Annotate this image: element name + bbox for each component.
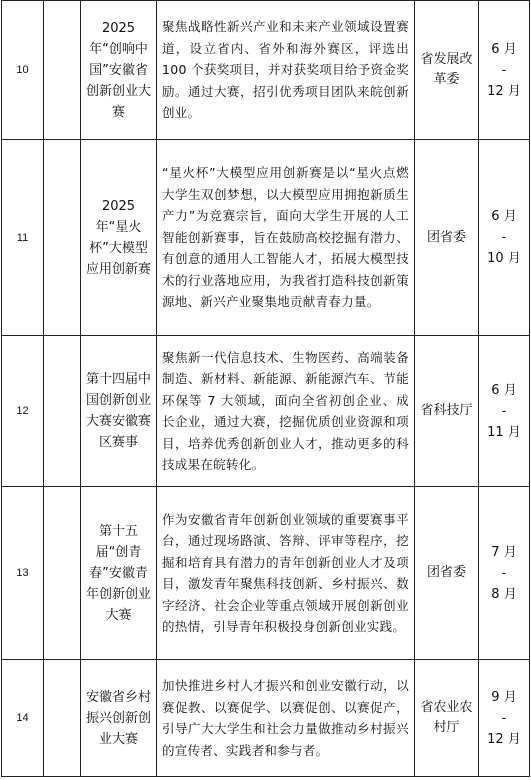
blank-cell (44, 1, 81, 140)
blank-cell (44, 336, 81, 487)
row-number: 10 (2, 1, 44, 140)
row-number: 12 (2, 336, 44, 487)
row-number: 13 (2, 487, 44, 660)
schedule-start: 7 月 (491, 544, 517, 560)
organizer: 团省委 (415, 140, 479, 336)
competition-name: 2025 年“创响中国”安徽省创新创业大赛 (81, 1, 157, 140)
schedule-end: 10 月 (487, 251, 521, 266)
schedule (479, 140, 530, 336)
competition-description: 加快推进乡村人才振兴和创业安徽行动，以赛促教、以赛促学、以赛促创、以赛促产，引导广大大学生和社会力量做推动乡村振兴的宣传者、实践者和参与者。 (157, 660, 415, 777)
blank-cell (44, 487, 81, 660)
competition-name: 安徽省乡村振兴创新创业大赛 (81, 660, 157, 777)
schedule-end: 8 月 (491, 586, 517, 602)
blank-cell (44, 660, 81, 777)
competition-description: 聚焦战略性新兴产业和未来产业领域设置赛道，设立省内、省外和海外赛区，评选出 100 个获奖项目，并对获奖项目给予资金奖励。通过大赛，招引优秀项目团队来皖创新创业。 (157, 1, 415, 140)
organizer: 省科技厅 (415, 336, 479, 487)
table-row (2, 660, 530, 777)
schedule-separator: - (501, 230, 507, 245)
schedule-start: 6 月 (491, 382, 517, 398)
organizer: 团省委 (415, 487, 479, 660)
table-row (2, 1, 530, 140)
schedule (479, 1, 530, 140)
schedule-end: 12 月 (487, 731, 521, 747)
schedule-start: 6 月 (491, 41, 517, 57)
schedule (479, 336, 530, 487)
schedule-separator: - (501, 62, 507, 78)
schedule (479, 660, 530, 777)
competition-description: 聚焦新一代信息技术、生物医药、高端装备制造、新材料、新能源、新能源汽车、节能环保等 7 大领域，面向全省初创企业、成长企业，通过大赛，挖掘优质创业资源和项目，培养优秀创新创业人才，推动更多的科技成果在皖转化。 (157, 336, 415, 487)
table-row (2, 140, 530, 336)
schedule-separator: - (501, 403, 507, 419)
competition-table (1, 0, 530, 777)
schedule-separator: - (501, 710, 507, 726)
schedule-end: 11 月 (487, 424, 521, 440)
schedule-end: 12 月 (487, 83, 521, 99)
table-row (2, 336, 530, 487)
organizer: 省发展改革委 (415, 1, 479, 140)
competition-name: 第十四届中国创新创业大赛安徽赛区赛事 (81, 336, 157, 487)
organizer: 省农业农村厅 (415, 660, 479, 777)
schedule (479, 487, 530, 660)
schedule-start: 6 月 (491, 209, 517, 224)
competition-name: 第十五届“创青春”安徽青年创新创业大赛 (81, 487, 157, 660)
competition-description: “星火杯”大模型应用创新赛是以“星火点燃大学生双创梦想，以大模型应用拥抱新质生产力”为竞赛宗旨，面向大学生开展的人工智能创新赛事，旨在鼓励高校挖掘有潜力、有创意的通用人工智能人才，拓展大模型技术的行业落地应用，为我省打造科技创新策源地、新兴产业聚集地贡献青春力量。 (157, 140, 415, 336)
schedule-start: 9 月 (491, 689, 517, 705)
competition-description: 作为安徽省青年创新创业领域的重要赛事平台，通过现场路演、答辩、评审等程序，挖掘和培育具有潜力的青年创新创业人才及项目，激发青年聚焦科技创新、乡村振兴、数字经济、社会企业等重点领域开展创新创业的热情，引导青年积极投身创新创业实践。 (157, 487, 415, 660)
row-number: 14 (2, 660, 44, 777)
competition-name: 2025 年“星火杯”大模型应用创新赛 (81, 140, 157, 336)
row-number: 11 (2, 140, 44, 336)
schedule-separator: - (501, 565, 507, 581)
table-row (2, 487, 530, 660)
blank-cell (44, 140, 81, 336)
